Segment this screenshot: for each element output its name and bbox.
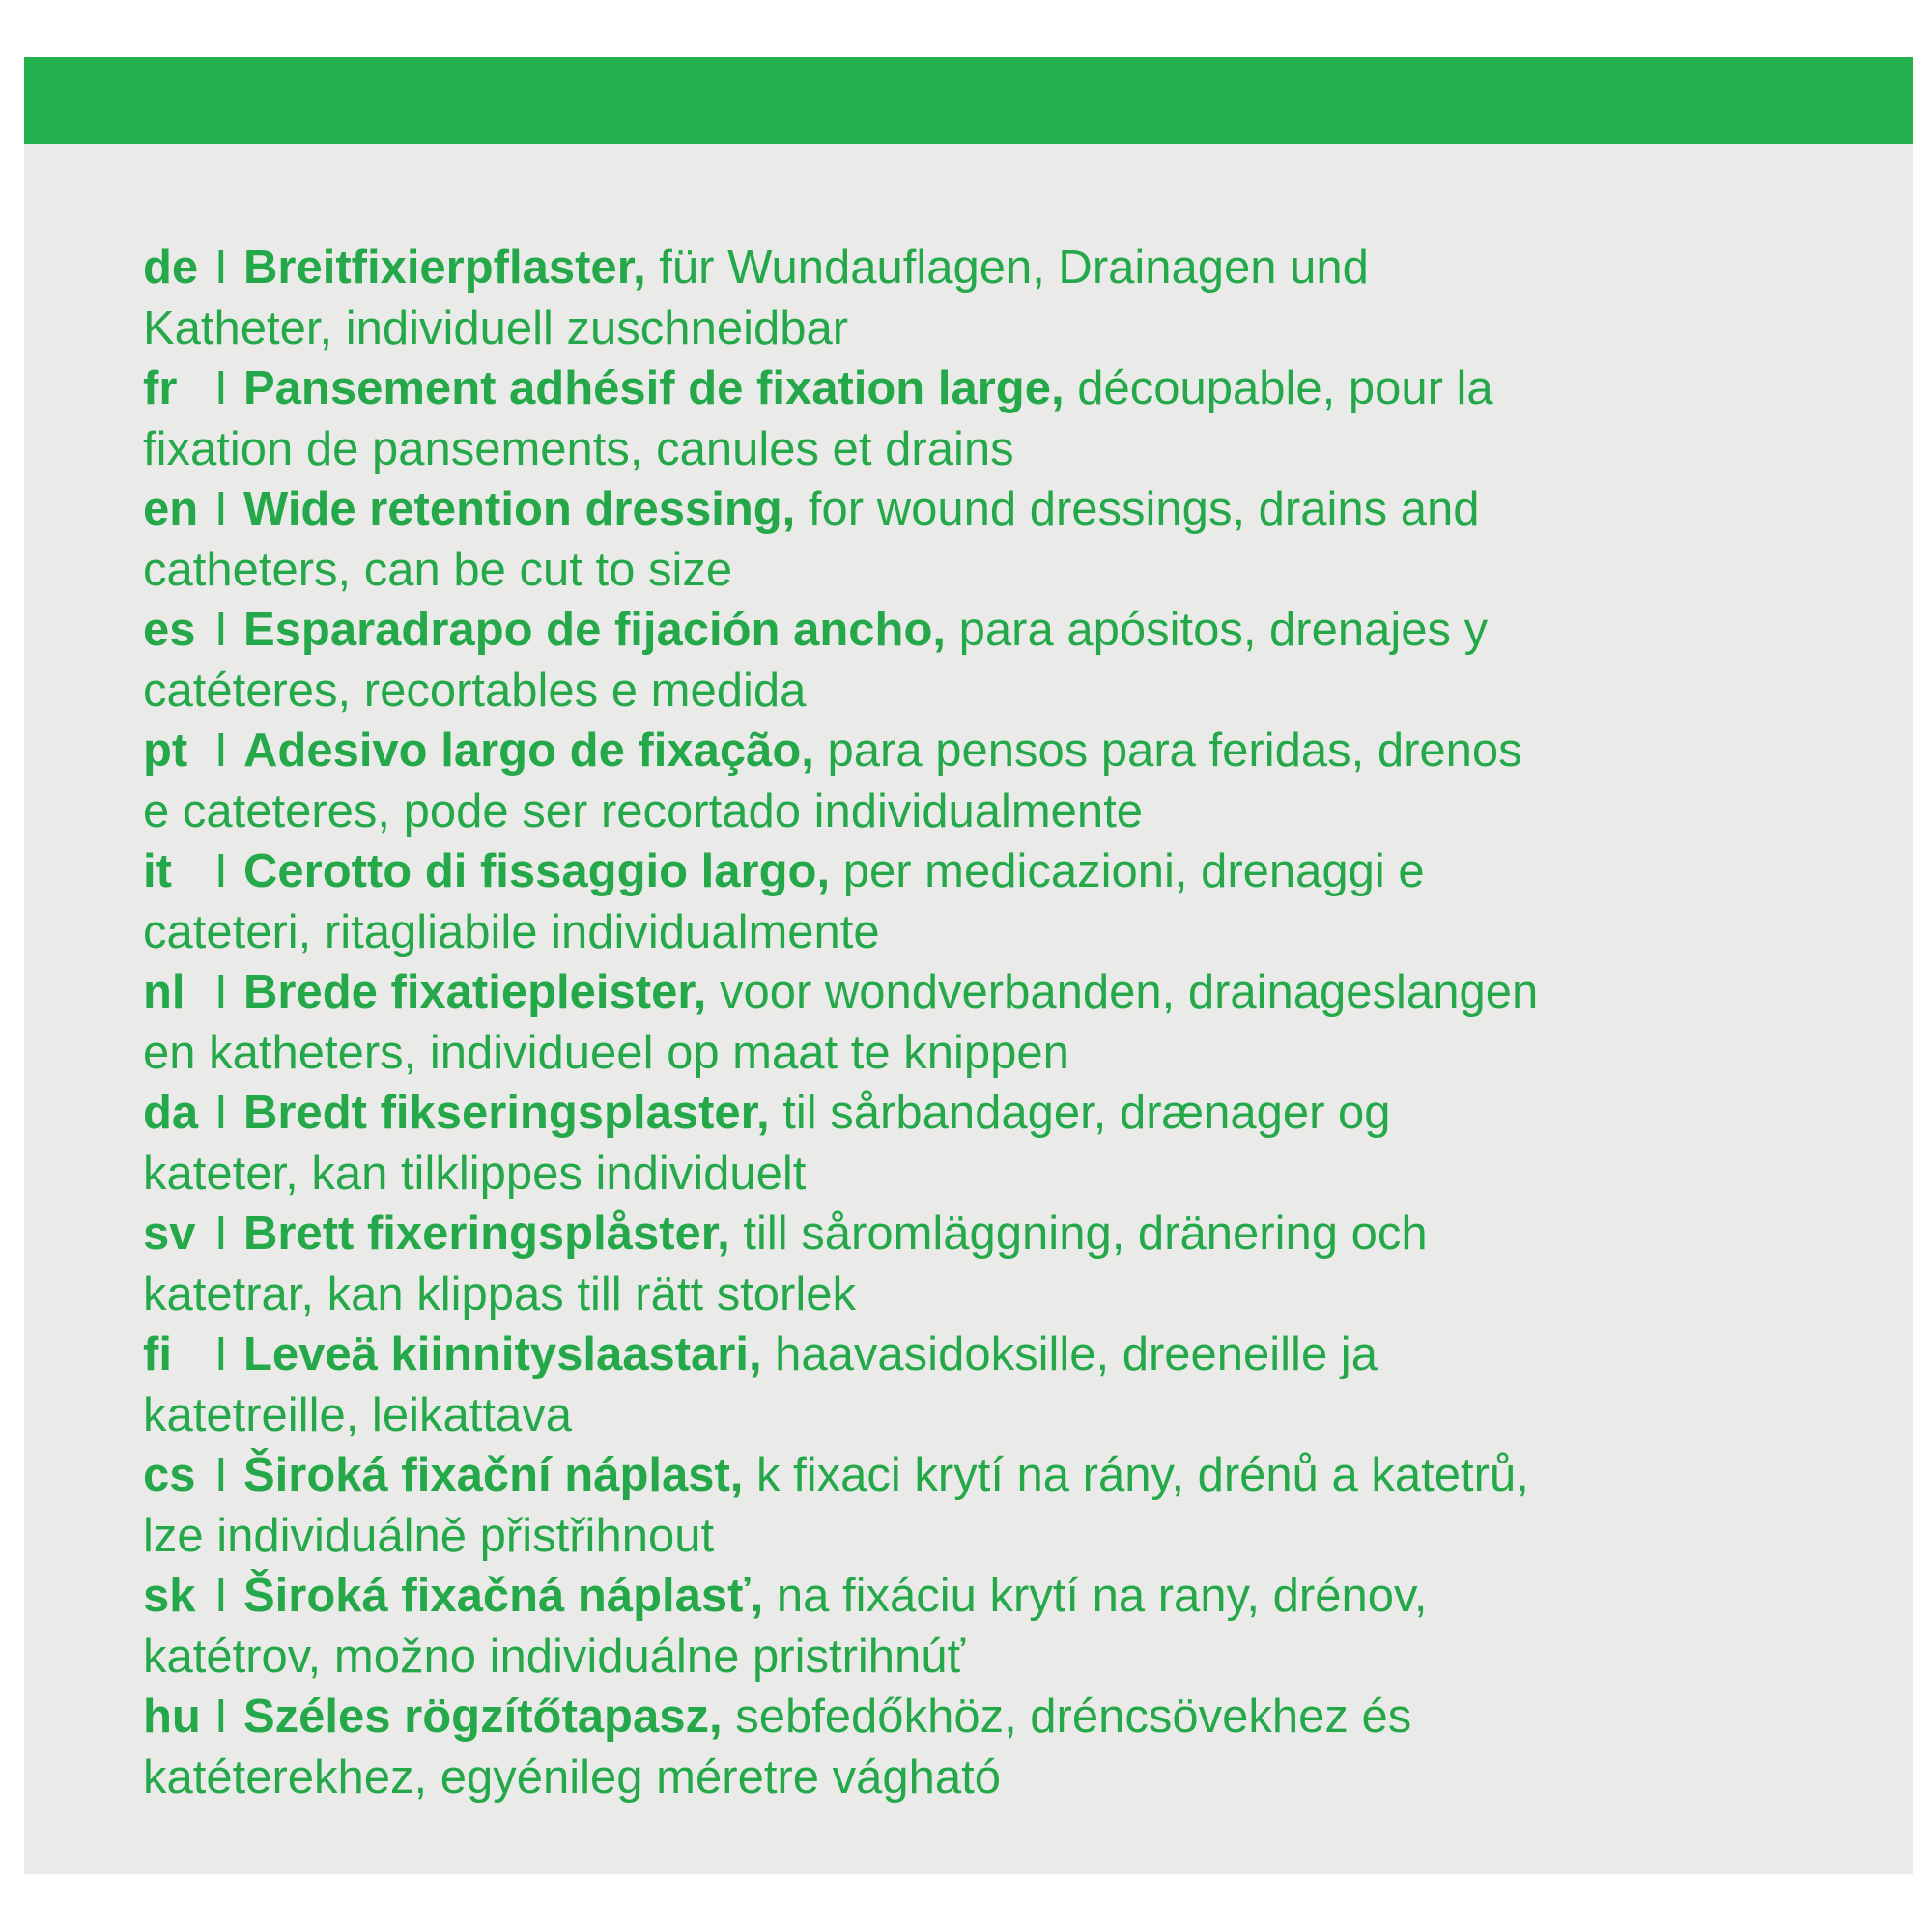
entry-fr	[143, 358, 1882, 479]
separator: I	[214, 1208, 228, 1260]
description-continuation: fixation de pansements, canules et drains	[143, 422, 1014, 475]
product-title: Esparadrapo de fijación ancho,	[243, 604, 947, 656]
description-line: till såromläggning, dränering och	[729, 1208, 1428, 1260]
description-continuation: Katheter, individuell zuschneidbar	[143, 301, 849, 355]
description-line: sebfedőkhöz, dréncsövekhez és	[722, 1690, 1412, 1743]
description-line: k fixaci krytí na rány, drénů a katetrů,	[743, 1449, 1529, 1501]
description-line: til sårbandager, drænager og	[769, 1087, 1391, 1139]
language-code: it	[143, 845, 172, 897]
language-code: fi	[143, 1328, 172, 1380]
language-code: cs	[143, 1449, 196, 1501]
entry-de	[143, 238, 1882, 358]
description-continuation: katéterekhez, egyénileg méretre vágható	[143, 1750, 1001, 1804]
entry-sv	[143, 1204, 1882, 1324]
description-line: haavasidoksille, dreeneille ja	[761, 1328, 1378, 1380]
language-code: nl	[143, 966, 185, 1018]
language-code: hu	[143, 1690, 201, 1743]
product-title: Bredt fikseringsplaster,	[243, 1087, 770, 1139]
product-title: Wide retention dressing,	[243, 483, 796, 535]
entry-cs	[143, 1445, 1882, 1566]
multilingual-description	[143, 238, 1882, 1807]
entry-es	[143, 600, 1882, 721]
product-title: Pansement adhésif de fixation large,	[243, 362, 1065, 414]
separator: I	[214, 724, 228, 777]
product-title: Breitfixierpflaster,	[243, 242, 646, 294]
product-title: Széles rögzítőtapasz,	[243, 1690, 723, 1743]
description-line: para pensos para feridas, drenos	[813, 724, 1522, 777]
entry-pt	[143, 721, 1882, 841]
separator: I	[214, 604, 228, 656]
description-line: voor wondverbanden, drainageslangen	[706, 966, 1539, 1018]
description-continuation: katetreille, leikattava	[143, 1388, 572, 1441]
description-continuation: kateter, kan tilklippes individuelt	[143, 1147, 807, 1200]
separator: I	[214, 1328, 228, 1380]
entry-da	[143, 1083, 1882, 1204]
description-line: per medicazioni, drenaggi e	[830, 845, 1425, 897]
separator: I	[214, 483, 228, 535]
separator: I	[214, 1449, 228, 1501]
description-continuation: catéteres, recortables e medida	[143, 664, 807, 717]
separator: I	[214, 362, 228, 414]
separator: I	[214, 1087, 228, 1139]
description-continuation: lze individuálně přistřihnout	[143, 1509, 715, 1562]
description-continuation: catheters, can be cut to size	[143, 543, 733, 596]
green-header-band	[24, 57, 1913, 144]
separator: I	[214, 242, 228, 294]
product-title: Brett fixeringsplåster,	[243, 1208, 730, 1260]
entry-en	[143, 479, 1882, 600]
entry-it	[143, 841, 1882, 962]
description-continuation: katetrar, kan klippas till rätt storlek	[143, 1267, 857, 1321]
language-code: de	[143, 242, 199, 294]
separator: I	[214, 1570, 228, 1622]
product-title: Adesivo largo de fixação,	[243, 724, 814, 777]
description-line: na fixáciu krytí na rany, drénov,	[763, 1570, 1428, 1622]
product-title: Široká fixačná náplasť,	[243, 1570, 764, 1622]
entry-hu	[143, 1687, 1882, 1807]
description-continuation: katétrov, možno individuálne pristrihnúť	[143, 1630, 965, 1683]
product-title: Široká fixační náplast,	[243, 1449, 744, 1501]
description-continuation: e cateteres, pode ser recortado individualmente	[143, 784, 1144, 838]
entry-sk	[143, 1566, 1882, 1687]
language-code: sv	[143, 1208, 196, 1260]
language-code: sk	[143, 1570, 196, 1622]
product-title: Cerotto di fissaggio largo,	[243, 845, 831, 897]
description-continuation: en katheters, individueel op maat te knippen	[143, 1026, 1069, 1079]
description-line: for wound dressings, drains and	[795, 483, 1480, 535]
description-continuation: cateteri, ritagliabile individualmente	[143, 905, 880, 958]
entry-fi	[143, 1324, 1882, 1445]
language-code: es	[143, 604, 196, 656]
description-line: para apósitos, drenajes y	[946, 604, 1489, 656]
language-code: en	[143, 483, 199, 535]
product-title: Brede fixatiepleister,	[243, 966, 707, 1018]
description-line: découpable, pour la	[1064, 362, 1493, 414]
language-code: da	[143, 1087, 199, 1139]
description-line: für Wundauflagen, Drainagen und	[645, 242, 1369, 294]
language-code: fr	[143, 362, 178, 414]
separator: I	[214, 966, 228, 1018]
product-title: Leveä kiinnityslaastari,	[243, 1328, 762, 1380]
language-code: pt	[143, 724, 188, 777]
entry-nl	[143, 962, 1882, 1083]
separator: I	[214, 845, 228, 897]
separator: I	[214, 1690, 228, 1743]
